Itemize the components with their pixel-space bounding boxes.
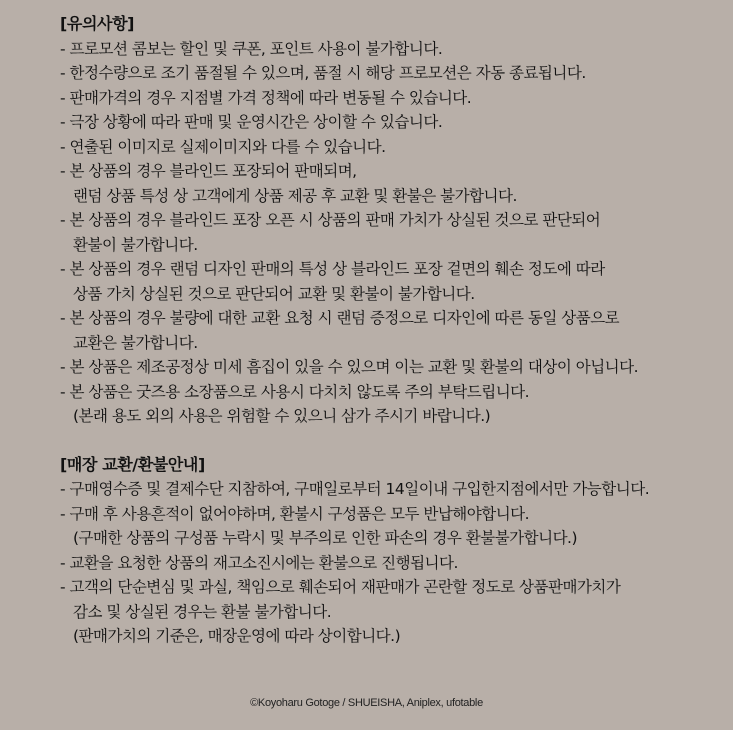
list-item: - 프로모션 콤보는 할인 및 쿠폰, 포인트 사용이 불가합니다. — [60, 39, 443, 58]
list-item-continuation: 감소 및 상실된 경우는 환불 불가합니다. — [73, 602, 332, 621]
section-title-exchange-refund: [매장 교환/환불안내] — [60, 454, 205, 474]
list-item-continuation: 상품 가치 상실된 것으로 판단되어 교환 및 환불이 불가합니다. — [73, 284, 475, 303]
list-item: - 극장 상황에 따라 판매 및 운영시간은 상이할 수 있습니다. — [60, 113, 443, 131]
list-item: - 본 상품의 경우 블라인드 포장되어 판매되며, — [60, 162, 357, 180]
list-item: - 판매가격의 경우 지점별 가격 정책에 따라 변동될 수 있습니다. — [60, 88, 472, 107]
list-item-continuation: (구매한 상품의 구성품 누락시 및 부주의로 인한 파손의 경우 환불불가합니다.) — [73, 529, 578, 547]
list-item: - 본 상품은 굿즈용 소장품으로 사용시 다치치 않도록 주의 부탁드립니다. — [60, 382, 530, 401]
list-item-continuation: 교환은 불가합니다. — [73, 333, 198, 352]
list-item-continuation: 환불이 불가합니다. — [73, 235, 198, 254]
copyright-notice: ©Koyoharu Gotoge / SHUEISHA, Aniplex, ufotable — [250, 697, 483, 709]
section-title-precautions: [유의사항] — [60, 14, 135, 33]
notice-document — [60, 12, 725, 649]
precautions-list — [60, 37, 725, 429]
list-item: - 구매영수증 및 결제수단 지참하여, 구매일로부터 14일이내 구입한지점에서만 가능합니다. — [60, 480, 650, 498]
list-item: - 고객의 단순변심 및 과실, 책임으로 훼손되어 재판매가 곤란할 정도로 상품판매가치가 — [60, 578, 621, 596]
list-item: - 본 상품의 경우 불량에 대한 교환 요청 시 랜덤 증정으로 디자인에 따른 동일 상품으로 — [60, 309, 620, 327]
list-item: - 본 상품의 경우 블라인드 포장 오픈 시 상품의 판매 가치가 상실된 것으로 판단되어 — [60, 211, 601, 229]
list-item-continuation: (본래 용도 외의 사용은 위험할 수 있으니 삼가 주시기 바랍니다.) — [73, 407, 491, 425]
list-item-continuation: 랜덤 상품 특성 상 고객에게 상품 제공 후 교환 및 환불은 불가합니다. — [73, 186, 517, 205]
exchange-refund-list — [60, 477, 725, 649]
list-item: - 교환을 요청한 상품의 재고소진시에는 환불으로 진행됩니다. — [60, 553, 458, 572]
list-item: - 한정수량으로 조기 품절될 수 있으며, 품절 시 해당 프로모션은 자동 종료됩니다. — [60, 64, 586, 82]
section-spacer — [60, 429, 725, 453]
list-item-continuation: (판매가치의 기준은, 매장운영에 따라 상이합니다.) — [73, 627, 401, 645]
list-item: - 연출된 이미지로 실제이미지와 다를 수 있습니다. — [60, 137, 386, 156]
list-item: - 본 상품은 제조공정상 미세 흠집이 있을 수 있으며 이는 교환 및 환불의 대상이 아닙니다. — [60, 358, 639, 376]
list-item: - 본 상품의 경우 랜덤 디자인 판매의 특성 상 블라인드 포장 겉면의 훼손 정도에 따라 — [60, 260, 605, 278]
list-item: - 구매 후 사용흔적이 없어야하며, 환불시 구성품은 모두 반납해야합니다. — [60, 504, 530, 523]
